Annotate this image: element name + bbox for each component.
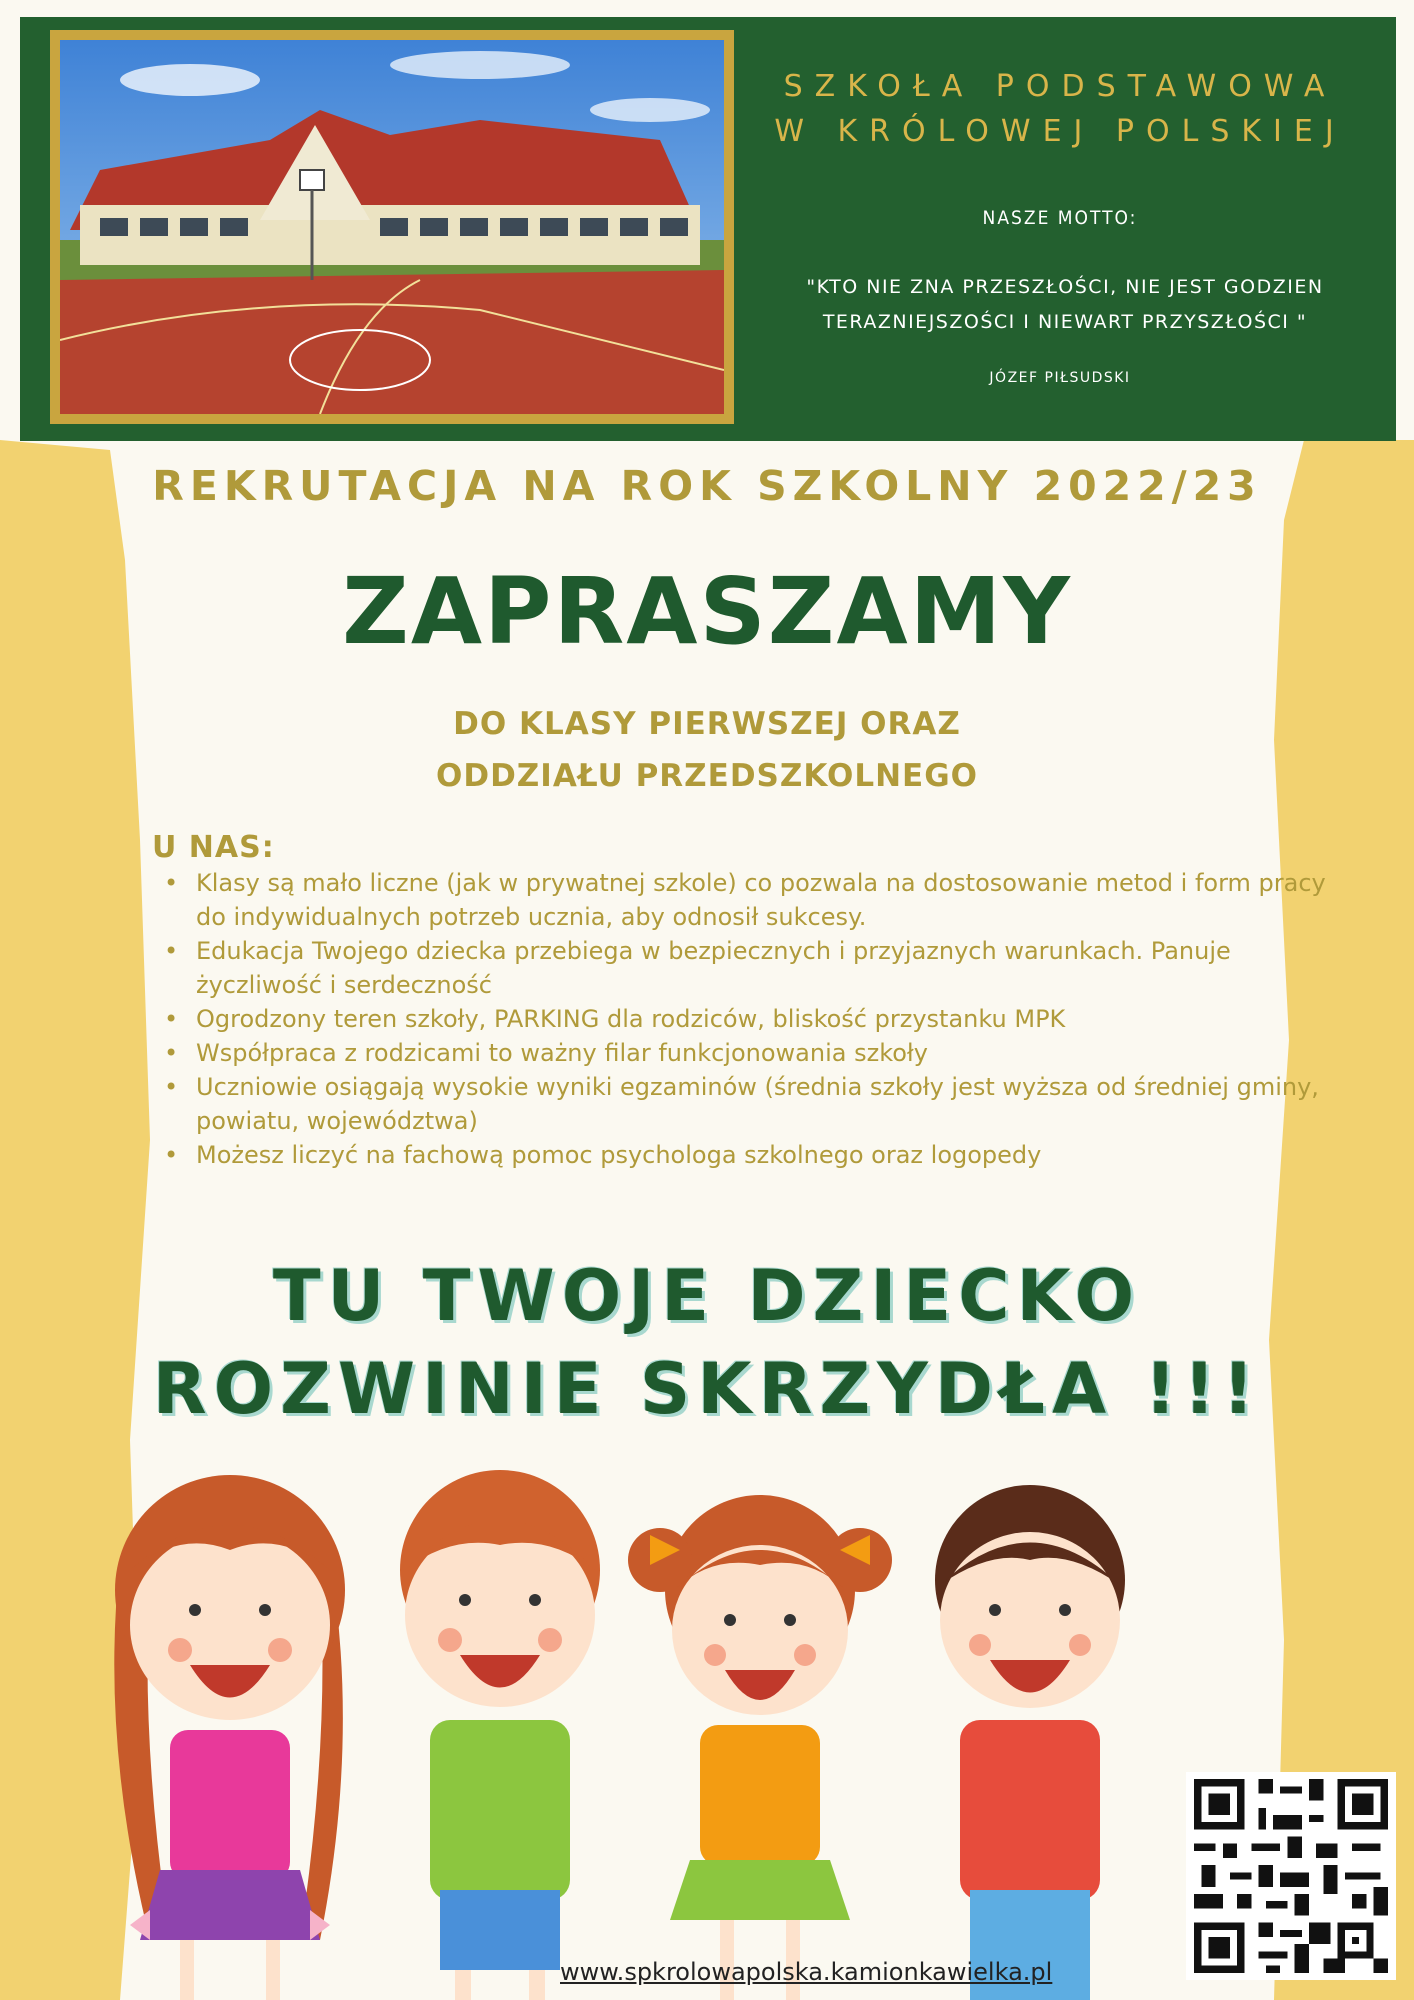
school-building-photo	[60, 40, 724, 414]
school-name-line2: W KRÓLOWEJ POLSKIEJ	[774, 114, 1346, 149]
invite-subheading-line2: ODDZIAŁU PRZEDSZKOLNEGO	[435, 758, 979, 794]
child-girl-pink	[114, 1475, 345, 2000]
benefit-item: • Ogrodzony teren szkoły, PARKING dla rodziców, bliskość przystanku MPK	[196, 1002, 1326, 1036]
header-banner	[20, 17, 1396, 441]
invite-heading: ZAPRASZAMY	[342, 558, 1072, 665]
motto-author: JÓZEF PIŁSUDSKI	[989, 370, 1131, 386]
invite-subheading	[0, 698, 1414, 802]
child-boy-green	[400, 1470, 600, 2000]
benefit-item: • Klasy są mało liczne (jak w prywatnej szkole) co pozwala na dostosowanie metod i form pracy do indywidualnych potrzeb ucznia, aby odnosił sukcesy.	[196, 866, 1326, 934]
children-illustration	[30, 1440, 1230, 2000]
benefit-item: • Uczniowie osiągają wysokie wyniki egzaminów (średnia szkoły jest wyższa od średniej gminy, powiatu, województwa)	[196, 1070, 1326, 1138]
invite-subheading-line1: DO KLASY PIERWSZEJ ORAZ	[453, 706, 961, 742]
benefits-title: U NAS:	[152, 830, 275, 865]
child-boy-red	[935, 1485, 1125, 2000]
benefit-item: • Edukacja Twojego dziecka przebiega w bezpiecznych i przyjaznych warunkach. Panuje życzliwość i serdeczność	[196, 934, 1326, 1002]
benefit-item: • Współpraca z rodzicami to ważny filar funkcjonowania szkoły	[196, 1036, 1326, 1070]
motto-quote: "KTO NIE ZNA PRZESZŁOŚCI, NIE JEST GODZIEN TERAZNIEJSZOŚCI I NIEWART PRZYSZŁOŚCI "	[806, 276, 1324, 333]
qr-code[interactable]	[1186, 1772, 1396, 1980]
benefit-item: • Możesz liczyć na fachową pomoc psychologa szkolnego oraz logopedy	[196, 1138, 1326, 1172]
school-photo-frame	[50, 30, 734, 424]
yellow-brush-stroke-right	[1244, 440, 1414, 2000]
child-girl-orange	[628, 1495, 892, 2000]
benefits-list	[160, 866, 1326, 1172]
recruitment-title: REKRUTACJA NA ROK SZKOLNY 2022/23	[152, 462, 1262, 510]
slogan-line1: TU TWOJE DZIECKO	[272, 1255, 1142, 1337]
school-website-link[interactable]: www.spkrolowapolska.kamionkawielka.pl	[560, 1958, 1053, 1986]
motto-label: NASZE MOTTO:	[982, 207, 1138, 229]
slogan-line2: ROZWINIE SKRZYDŁA !!!	[152, 1348, 1262, 1430]
school-name-line1: SZKOŁA PODSTAWOWA	[783, 69, 1337, 104]
